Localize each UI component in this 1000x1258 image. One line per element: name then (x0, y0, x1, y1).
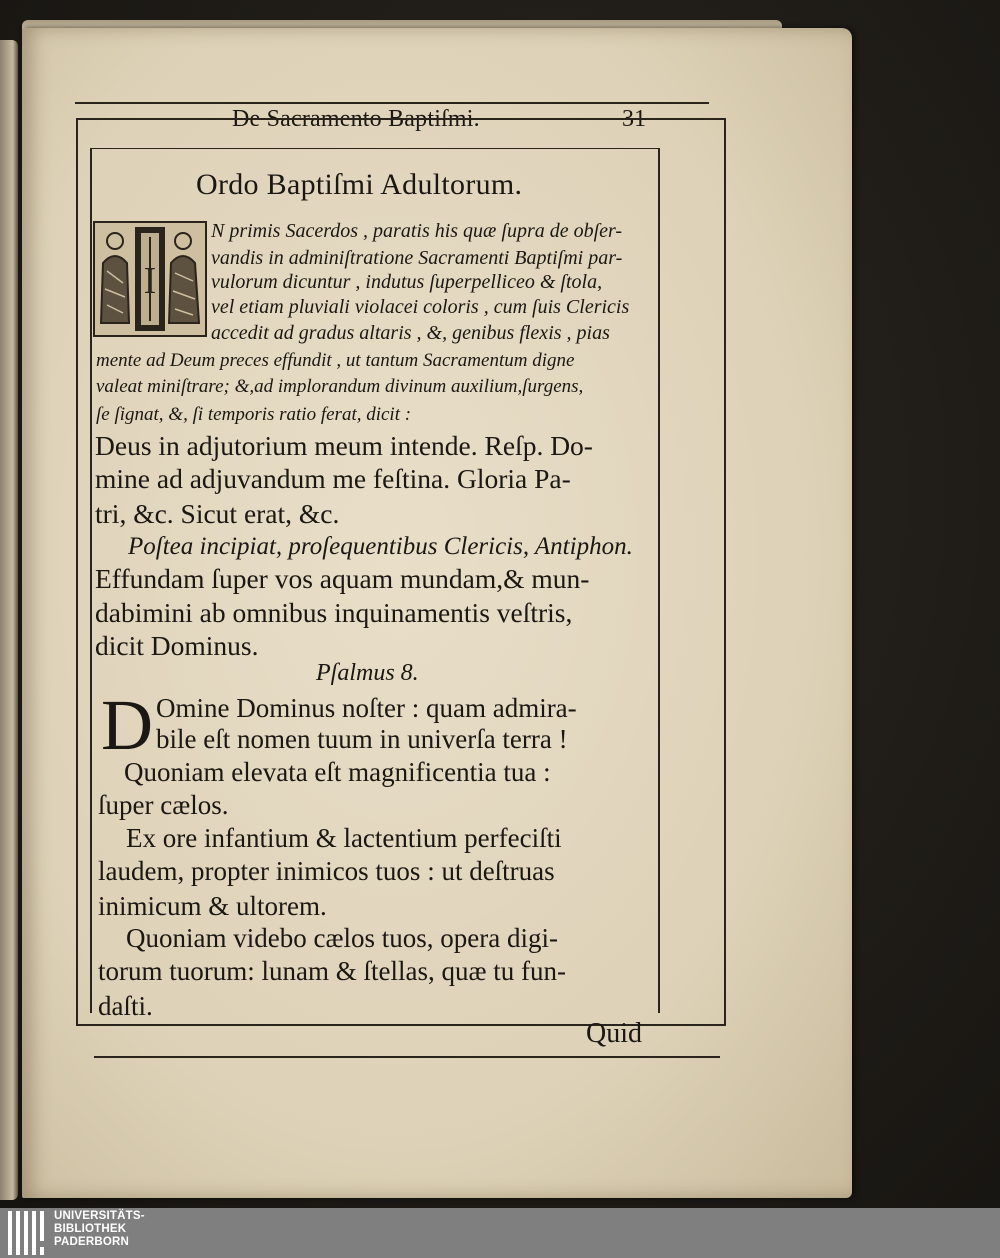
intro-line-5: accedit ad gradus altaris , &, genibus flexis , pias (211, 322, 610, 344)
catchword: Quid (586, 1018, 642, 1049)
psalm-line-1: Omine Dominus noſter : quam admira- (156, 693, 577, 723)
footer-rule (94, 1056, 720, 1058)
psalm-dropcap: D (101, 685, 153, 765)
logo-line-2: BIBLIOTHEK (54, 1223, 127, 1235)
logo-line-3: PADERBORN (54, 1236, 130, 1248)
intro-line-6: mente ad Deum preces effundit , ut tantum Sacramentum digne (96, 350, 575, 371)
intro-line-3: vulorum dicuntur , indutus ſuperpelliceo & ſtola, (211, 271, 603, 293)
intro-line-4: vel etiam pluviali violacei coloris , cum ſuis Clericis (211, 296, 630, 318)
psalm-line-4: ſuper cælos. (98, 790, 229, 820)
intro-line-1: N primis Sacerdos , paratis his quæ ſupra de obſer- (211, 220, 623, 242)
psalm-line-10: daſti. (98, 991, 153, 1021)
library-logo-text (54, 1210, 194, 1249)
antiphon-line-3: dicit Dominus. (95, 630, 259, 661)
psalm-line-5: Ex ore infantium & lactentium perfeciſti (126, 823, 562, 853)
section-title: Ordo Baptiſmi Adultorum. (196, 168, 523, 201)
deus-line-2: mine ad adjuvandum me feſtina. Gloria Pa- (95, 463, 571, 494)
logo-line-1: UNIVERSITÄTS- (54, 1210, 145, 1222)
deus-line-1: Deus in adjutorium meum intende. Reſp. Do- (95, 430, 593, 461)
running-head: De Sacramento Baptiſmi. (232, 106, 480, 132)
psalm-line-7: inimicum & ultorem. (98, 891, 327, 921)
psalm-line-3: Quoniam elevata eſt magnificentia tua : (124, 757, 551, 787)
library-logo-icon (8, 1209, 48, 1257)
psalm-heading: Pſalmus 8. (316, 660, 419, 686)
antiphon-rubric: Poſtea incipiat, proſequentibus Clericis, Antiphon. (128, 533, 633, 560)
psalm-line-2: bile eſt nomen tuum in univerſa terra ! (156, 724, 568, 754)
initial-letter: I (143, 260, 157, 302)
header-rule (75, 102, 709, 104)
facing-page-edge (0, 40, 18, 1200)
intro-line-2: vandis in adminiſtratione Sacramenti Baptiſmi par- (211, 247, 623, 269)
psalm-line-6: laudem, propter inimicos tuos : ut deſtruas (98, 856, 555, 886)
antiphon-line-2: dabimini ab omnibus inquinamentis veſtris, (95, 597, 573, 628)
psalm-line-8: Quoniam videbo cælos tuos, opera digi- (126, 923, 558, 953)
intro-line-7: valeat miniſtrare; &,ad implorandum divinum auxilium,ſurgens, (96, 376, 584, 397)
decorated-initial (93, 221, 207, 337)
page-number: 31 (622, 106, 646, 132)
antiphon-line-1: Effundam ſuper vos aquam mundam,& mun- (95, 563, 590, 594)
woodcut-saints-illustration (95, 223, 205, 335)
intro-line-8: ſe ſignat, &, ſi temporis ratio ferat, dicit : (96, 404, 412, 425)
psalm-line-9: torum tuorum: lunam & ſtellas, quæ tu fun- (98, 956, 566, 986)
deus-line-3: tri, &c. Sicut erat, &c. (95, 498, 340, 529)
